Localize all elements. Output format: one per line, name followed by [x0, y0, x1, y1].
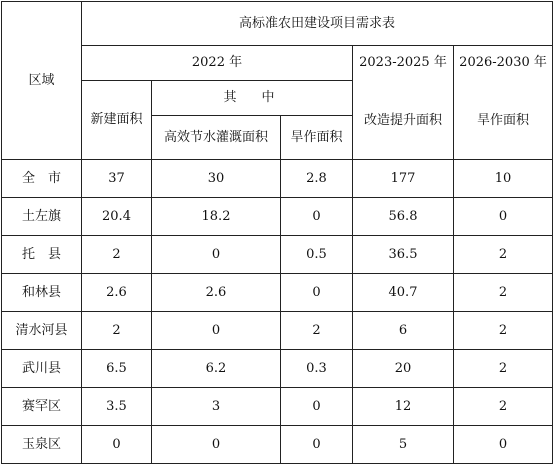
table-row — [2, 426, 553, 464]
new-area-cell: 2 — [82, 236, 152, 274]
water-saving-cell: 30 — [152, 160, 281, 198]
farmland-demand-table — [1, 1, 553, 464]
table-row — [2, 312, 553, 350]
upgrade-cell: 20 — [353, 350, 454, 388]
upgrade-cell: 5 — [353, 426, 454, 464]
year-2023-2025-header — [353, 46, 454, 160]
upgrade-cell: 36.5 — [353, 236, 454, 274]
year-2026-2030-header — [454, 46, 553, 160]
dryland-2030-cell: 2 — [454, 388, 553, 426]
dryland-2030-cell: 0 — [454, 198, 553, 236]
document-page — [0, 1, 554, 469]
dryland-cell: 0 — [281, 426, 353, 464]
region-cell: 全 市 — [2, 160, 82, 198]
dryland-2030-cell: 2 — [454, 350, 553, 388]
new-area-header: 新建面积 — [82, 81, 152, 160]
upgrade-cell: 40.7 — [353, 274, 454, 312]
upgrade-cell: 6 — [353, 312, 454, 350]
dryland-2030-cell: 0 — [454, 426, 553, 464]
dryland-2030-cell: 2 — [454, 312, 553, 350]
water-saving-header: 高效节水灌溉面积 — [152, 116, 281, 160]
table-row — [2, 198, 553, 236]
table-row — [2, 160, 553, 198]
region-cell: 土左旗 — [2, 198, 82, 236]
region-cell: 清水河县 — [2, 312, 82, 350]
upgrade-area-header: 改造提升面积 — [363, 113, 442, 128]
dryland-2030-cell: 2 — [454, 236, 553, 274]
new-area-cell: 2.6 — [82, 274, 152, 312]
table-row — [2, 388, 553, 426]
region-cell: 和林县 — [2, 274, 82, 312]
region-cell: 玉泉区 — [2, 426, 82, 464]
dryland-2030-cell: 10 — [454, 160, 553, 198]
table-row — [2, 236, 553, 274]
new-area-cell: 37 — [82, 160, 152, 198]
upgrade-cell: 12 — [353, 388, 454, 426]
region-cell: 托 县 — [2, 236, 82, 274]
year-2022-header: 2022 年 — [82, 46, 353, 81]
region-cell: 赛罕区 — [2, 388, 82, 426]
water-saving-cell: 2.6 — [152, 274, 281, 312]
water-saving-cell: 0 — [152, 426, 281, 464]
region-header: 区域 — [2, 2, 82, 160]
new-area-cell: 3.5 — [82, 388, 152, 426]
water-saving-cell: 18.2 — [152, 198, 281, 236]
upgrade-cell: 177 — [353, 160, 454, 198]
table-row — [2, 350, 553, 388]
dryland-cell: 2.8 — [281, 160, 353, 198]
region-cell: 武川县 — [2, 350, 82, 388]
upgrade-cell: 56.8 — [353, 198, 454, 236]
year-2023-2025-label: 2023-2025 年 — [359, 55, 447, 70]
dryland-cell: 0 — [281, 274, 353, 312]
water-saving-cell: 0 — [152, 312, 281, 350]
new-area-cell: 0 — [82, 426, 152, 464]
dryland-cell: 0.3 — [281, 350, 353, 388]
dryland-cell: 0.5 — [281, 236, 353, 274]
dryland-cell: 0 — [281, 388, 353, 426]
table-title: 高标准农田建设项目需求表 — [82, 2, 553, 46]
new-area-cell: 6.5 — [82, 350, 152, 388]
water-saving-cell: 6.2 — [152, 350, 281, 388]
dryland-2030-cell: 2 — [454, 274, 553, 312]
among-them-header: 其 中 — [152, 81, 353, 116]
water-saving-cell: 3 — [152, 388, 281, 426]
table-row — [2, 274, 553, 312]
dryland-cell: 2 — [281, 312, 353, 350]
dryland-header: 旱作面积 — [281, 116, 353, 160]
new-area-cell: 2 — [82, 312, 152, 350]
year-2026-2030-label: 2026-2030 年 — [459, 55, 547, 70]
dryland-cell: 0 — [281, 198, 353, 236]
new-area-cell: 20.4 — [82, 198, 152, 236]
water-saving-cell: 0 — [152, 236, 281, 274]
dryland-2030-header: 旱作面积 — [477, 113, 530, 128]
